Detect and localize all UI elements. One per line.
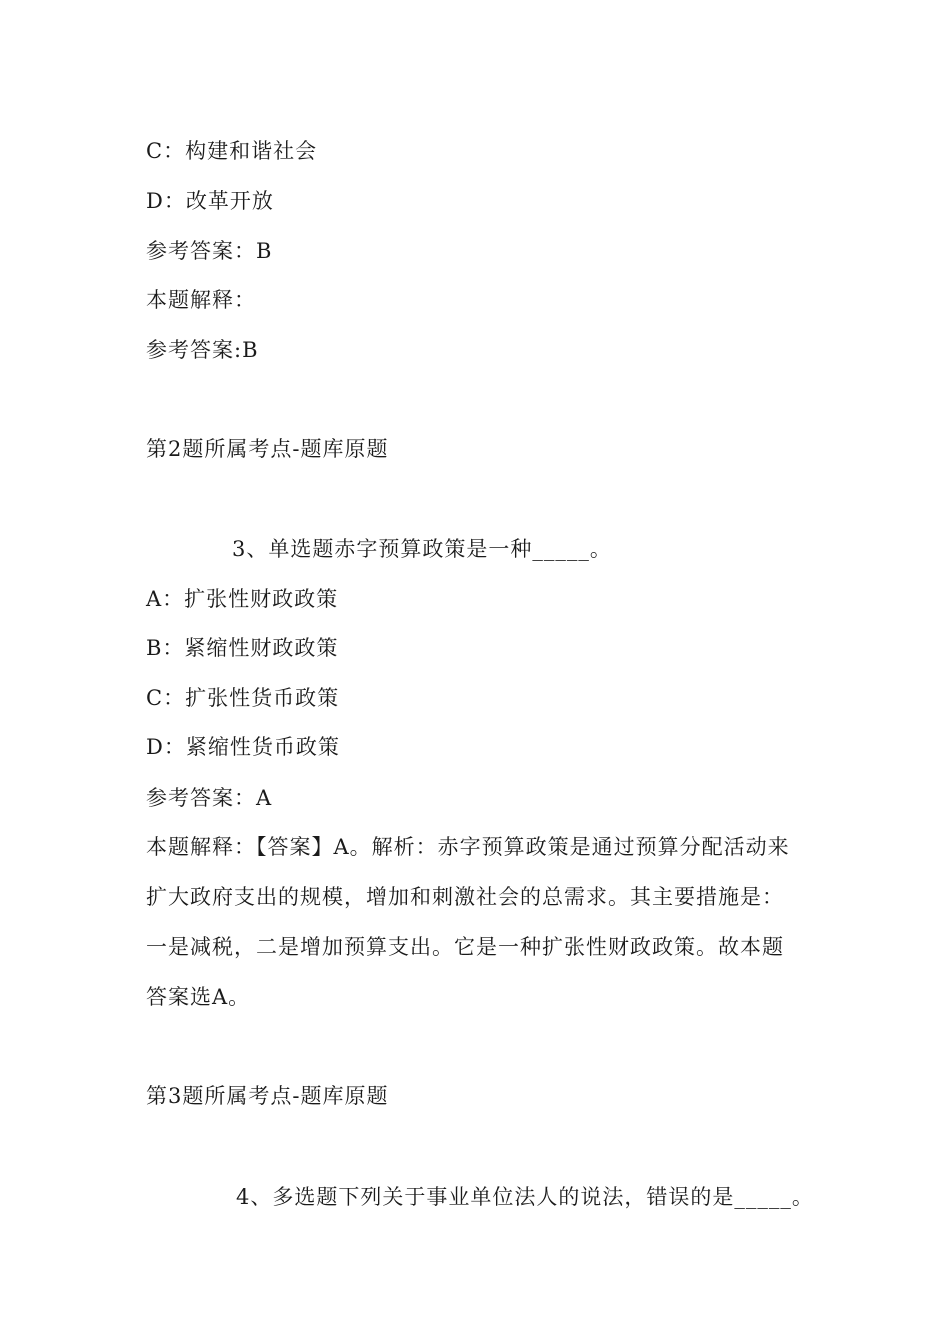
q2-answer-repeat: 参考答案:B (146, 338, 259, 362)
q3-explanation-line: 扩大政府支出的规模，增加和刺激社会的总需求。其主要措施是： (146, 885, 784, 909)
q3-answer: 参考答案：A (146, 786, 273, 810)
q3-option-d: D：紧缩性货币政策 (146, 735, 340, 759)
q2-option-d: D：改革开放 (146, 189, 274, 213)
q3-topic: 第3题所属考点-题库原题 (146, 1084, 389, 1108)
q3-stem: 3、单选题赤字预算政策是一种_____。 (232, 537, 612, 561)
q2-answer: 参考答案：B (146, 239, 273, 263)
q2-option-c: C：构建和谐社会 (146, 139, 318, 163)
q3-option-c: C：扩张性货币政策 (146, 686, 340, 710)
q2-topic: 第2题所属考点-题库原题 (146, 437, 389, 461)
q3-explanation-line: 答案选A。 (146, 985, 251, 1009)
q3-option-b: B：紧缩性财政政策 (146, 636, 339, 660)
q3-option-a: A：扩张性财政政策 (146, 587, 339, 611)
q2-explanation-label: 本题解释： (146, 288, 256, 312)
q3-explanation-line: 本题解释：【答案】A。解析：赤字预算政策是通过预算分配活动来 (146, 835, 790, 859)
q4-stem: 4、多选题下列关于事业单位法人的说法，错误的是_____。 (236, 1185, 814, 1209)
q3-explanation-line: 一是减税，二是增加预算支出。它是一种扩张性财政政策。故本题 (146, 935, 784, 959)
